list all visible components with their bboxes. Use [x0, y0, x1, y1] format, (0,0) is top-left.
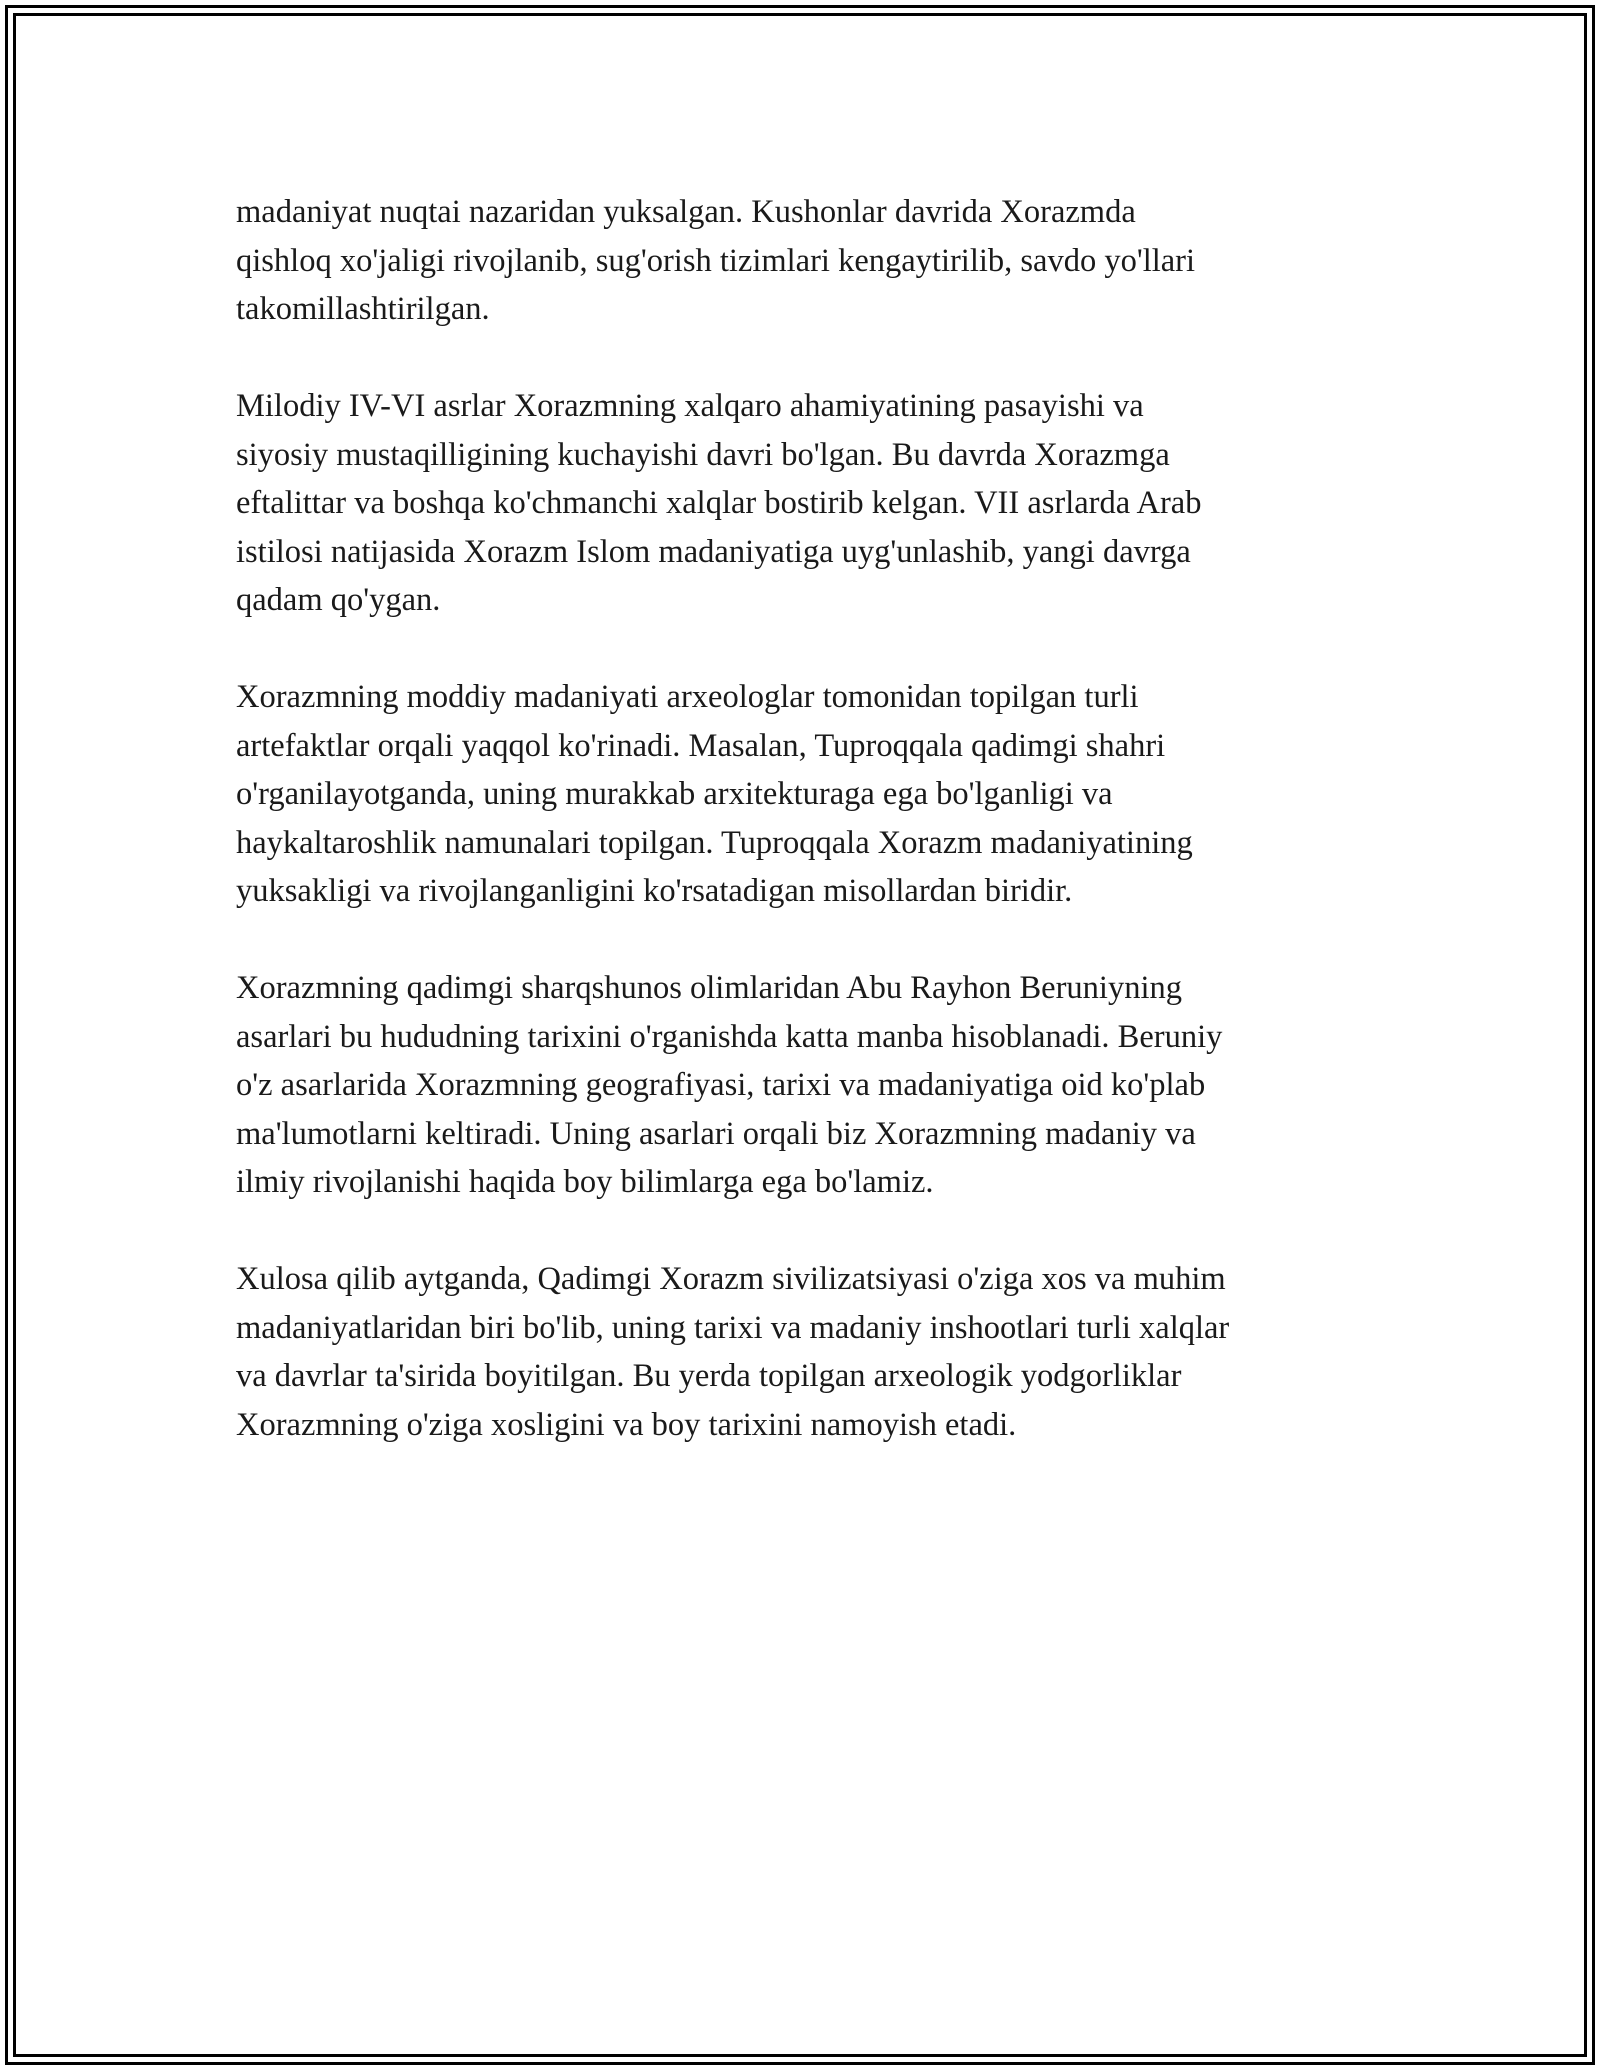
text-line: qishloq xo'jaligi rivojlanib, sug'orish tizimlari kengaytirilib, savdo yo'llari	[236, 242, 1196, 279]
paragraph-4	[236, 964, 1360, 1207]
text-line: yuksakligi va rivojlanganligini ko'rsatadigan misollardan biridir.	[236, 873, 1073, 909]
text-line: ilmiy rivojlanishi haqida boy bilimlarga ega bo'lamiz.	[236, 1164, 934, 1200]
document-body	[236, 188, 1360, 1498]
text-line: siyosiy mustaqilligining kuchayishi davri bo'lgan. Bu davrda Xorazmga	[236, 436, 1170, 473]
text-line: eftalittar va boshqa ko'chmanchi xalqlar bostirib kelgan. VII asrlarda Arab	[236, 485, 1202, 521]
text-line: Xorazmning o'ziga xosligini va boy tarixini namoyish etadi.	[236, 1406, 1017, 1443]
paragraph-3	[236, 673, 1360, 916]
text-line: qadam qo'ygan.	[236, 582, 441, 618]
text-line: takomillashtirilgan.	[236, 291, 490, 327]
text-line: Xulosa qilib aytganda, Qadimgi Xorazm sivilizatsiyasi o'ziga xos va muhim	[236, 1261, 1226, 1297]
text-line: Xorazmning moddiy madaniyati arxeologlar tomonidan topilgan turli	[236, 679, 1139, 715]
paragraph-1	[236, 188, 1360, 334]
text-line: Xorazmning qadimgi sharqshunos olimlaridan Abu Rayhon Beruniyning	[236, 970, 1182, 1006]
text-line: asarlari bu hududning tarixini o'rganishda katta manba hisoblanadi. Beruniy	[236, 1018, 1223, 1055]
text-line: istilosi natijasida Xorazm Islom madaniyatiga uyg'unlashib, yangi davrga	[236, 533, 1191, 570]
text-line: Milodiy IV-VI asrlar Xorazmning xalqaro ahamiyatining pasayishi va	[236, 388, 1144, 424]
text-line: ma'lumotlarni keltiradi. Uning asarlari orqali biz Xorazmning madaniy va	[236, 1115, 1196, 1152]
text-line: o'z asarlarida Xorazmning geografiyasi, tarixi va madaniyatiga oid ko'plab	[236, 1067, 1206, 1103]
text-line: o'rganilayotganda, uning murakkab arxitekturaga ega bo'lganligi va	[236, 776, 1113, 812]
paragraph-5	[236, 1255, 1360, 1449]
text-line: madaniyat nuqtai nazaridan yuksalgan. Kushonlar davrida Xorazmda	[236, 194, 1136, 230]
text-line: haykaltaroshlik namunalari topilgan. Tuproqqala Xorazm madaniyatining	[236, 824, 1193, 861]
paragraph-2	[236, 382, 1360, 625]
text-line: va davrlar ta'sirida boyitilgan. Bu yerda topilgan arxeologik yodgorliklar	[236, 1358, 1182, 1394]
text-line: madaniyatlaridan biri bo'lib, uning tarixi va madaniy inshootlari turli xalqlar	[236, 1309, 1230, 1346]
text-line: artefaktlar orqali yaqqol ko'rinadi. Masalan, Tuproqqala qadimgi shahri	[236, 727, 1166, 764]
